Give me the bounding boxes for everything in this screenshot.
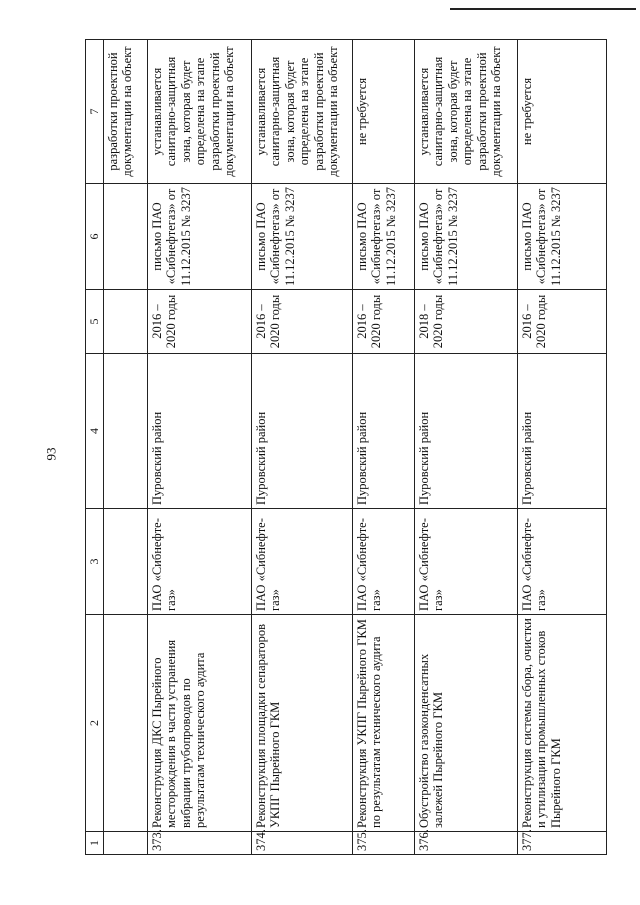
period: 2016 – 2020 годы	[518, 290, 607, 354]
table-row	[148, 40, 252, 855]
col-header-1: 1	[86, 832, 104, 855]
organization: ПАО «Сибнефте-газ»	[252, 509, 353, 615]
row-number: 374.	[252, 832, 353, 855]
col-header-5: 5	[86, 290, 104, 354]
district: Пуровский район	[518, 354, 607, 509]
organization: ПАО «Сибнефте-газ»	[518, 509, 607, 615]
header-rule	[450, 8, 636, 10]
row-number: 377.	[518, 832, 607, 855]
table-row	[415, 40, 518, 855]
col-header-4: 4	[86, 354, 104, 509]
district: Пуровский район	[148, 354, 252, 509]
continuation-row	[104, 40, 148, 855]
basis-document: письмо ПАО «Сибнефтегаз» от 11.12.2015 № 3237	[353, 184, 415, 290]
table-row	[518, 40, 607, 855]
objects-table	[85, 39, 607, 855]
basis-document: письмо ПАО «Сибнефтегаз» от 11.12.2015 № 3237	[518, 184, 607, 290]
object-name: Обустройство газоконденсатных залежей Пырейного ГКМ	[415, 615, 518, 832]
basis-document: письмо ПАО «Сибнефтегаз» от 11.12.2015 № 3237	[148, 184, 252, 290]
period: 2016 – 2020 годы	[252, 290, 353, 354]
row-number: 373.	[148, 832, 252, 855]
object-name: Реконструкция УКПГ Пырейного ГКМ по результатам технического аудита	[353, 615, 415, 832]
district: Пуровский район	[353, 354, 415, 509]
protection-zone-note: устанавливается санитарно-защитная зона, которая будет определена на этапе разработки проектной документации на объект	[415, 40, 518, 184]
col-header-3: 3	[86, 509, 104, 615]
protection-zone-note: устанавливается санитарно-защитная зона, которая будет определена на этапе разработки проектной документации на объект	[148, 40, 252, 184]
organization: ПАО «Сибнефте-газ»	[353, 509, 415, 615]
row-number: 376.	[415, 832, 518, 855]
basis-document: письмо ПАО «Сибнефтегаз» от 11.12.2015 № 3237	[415, 184, 518, 290]
page-number: 93	[43, 447, 59, 461]
row-number: 375.	[353, 832, 415, 855]
district: Пуровский район	[415, 354, 518, 509]
header-row	[86, 40, 104, 855]
object-name: Реконструкция системы сбора, очистки и утилизации промышленных стоков Пырейного ГКМ	[518, 615, 607, 832]
col-header-7: 7	[86, 40, 104, 184]
table-row	[353, 40, 415, 855]
col-header-2: 2	[86, 615, 104, 832]
period: 2016 – 2020 годы	[148, 290, 252, 354]
protection-zone-note: устанавливается санитарно-защитная зона, которая будет определена на этапе разработки проектной документации на объект	[252, 40, 353, 184]
rotated-table-wrapper	[85, 40, 607, 855]
continuation-note: разработки проектной документации на объект	[104, 40, 148, 184]
protection-zone-note: не требуется	[518, 40, 607, 184]
col-header-6: 6	[86, 184, 104, 290]
organization: ПАО «Сибнефте-газ»	[415, 509, 518, 615]
protection-zone-note: не требуется	[353, 40, 415, 184]
object-name: Реконструкция площадки сепараторов УКПГ Пырейного ГКМ	[252, 615, 353, 832]
basis-document: письмо ПАО «Сибнефтегаз» от 11.12.2015 № 3237	[252, 184, 353, 290]
period: 2018 – 2020 годы	[415, 290, 518, 354]
object-name: Реконструкция ДКС Пырейного месторождения в части устранения вибрации трубопроводов по результатам технического аудита	[148, 615, 252, 832]
table-row	[252, 40, 353, 855]
district: Пуровский район	[252, 354, 353, 509]
period: 2016 – 2020 годы	[353, 290, 415, 354]
organization: ПАО «Сибнефте-газ»	[148, 509, 252, 615]
